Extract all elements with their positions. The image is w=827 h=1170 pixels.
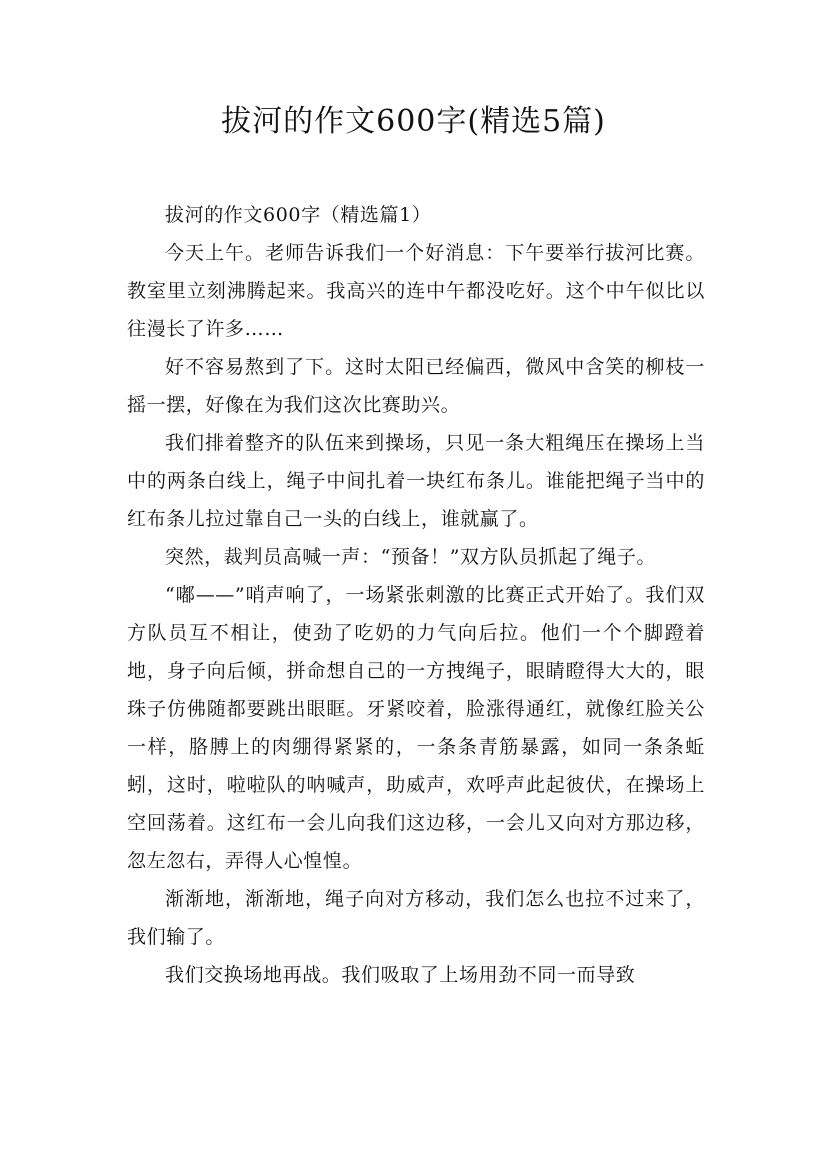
body-paragraph: 今天上午。老师告诉我们一个好消息：下午要举行拔河比赛。教室里立刻沸腾起来。我高兴的连中午都没吃好。这个中午似比以往漫长了许多…… xyxy=(127,242,705,340)
body-paragraph: “嘟——”哨声响了，一场紧张刺激的比赛正式开始了。我们双方队员互不相让，使劲了吃奶的力气向后拉。他们一个个脚蹬着地，身子向后倾，拼命想自己的一方拽绳子，眼睛瞪得大大的，眼珠子仿佛随都要跳出眼眶。牙紧咬着，脸涨得通红，就像红脸关公一样，胳膊上的肉绷得紧紧的，一条条青筋暴露，如同一条条蚯蚓，这时，啦啦队的呐喊声，助威声，欢呼声此起彼伏，在操场上空回荡着。这红布一会儿向我们这边移，一会儿又向对方那边移，忽左忽右，弄得人心惶惶。 xyxy=(127,584,705,872)
document-body xyxy=(127,196,705,994)
body-paragraph: 我们交换场地再战。我们吸取了上场用劲不同一而导致 xyxy=(165,964,636,986)
section-heading: 拔河的作文600字（精选篇1） xyxy=(165,204,432,226)
body-paragraph: 好不容易熬到了下。这时太阳已经偏西，微风中含笑的柳枝一摇一摆，好像在为我们这次比赛助兴。 xyxy=(127,356,705,416)
body-paragraph: 突然，裁判员高喊一声：“预备！”双方队员抓起了绳子。 xyxy=(165,546,657,568)
document-title: 拔河的作文600字(精选5篇) xyxy=(221,104,606,139)
body-paragraph: 我们排着整齐的队伍来到操场，只见一条大粗绳压在操场上当中的两条白线上，绳子中间扎着一块红布条儿。谁能把绳子当中的红布条儿拉过靠自己一头的白线上，谁就赢了。 xyxy=(127,432,705,530)
body-paragraph: 渐渐地，渐渐地，绳子向对方移动，我们怎么也拉不过来了，我们输了。 xyxy=(127,888,705,948)
